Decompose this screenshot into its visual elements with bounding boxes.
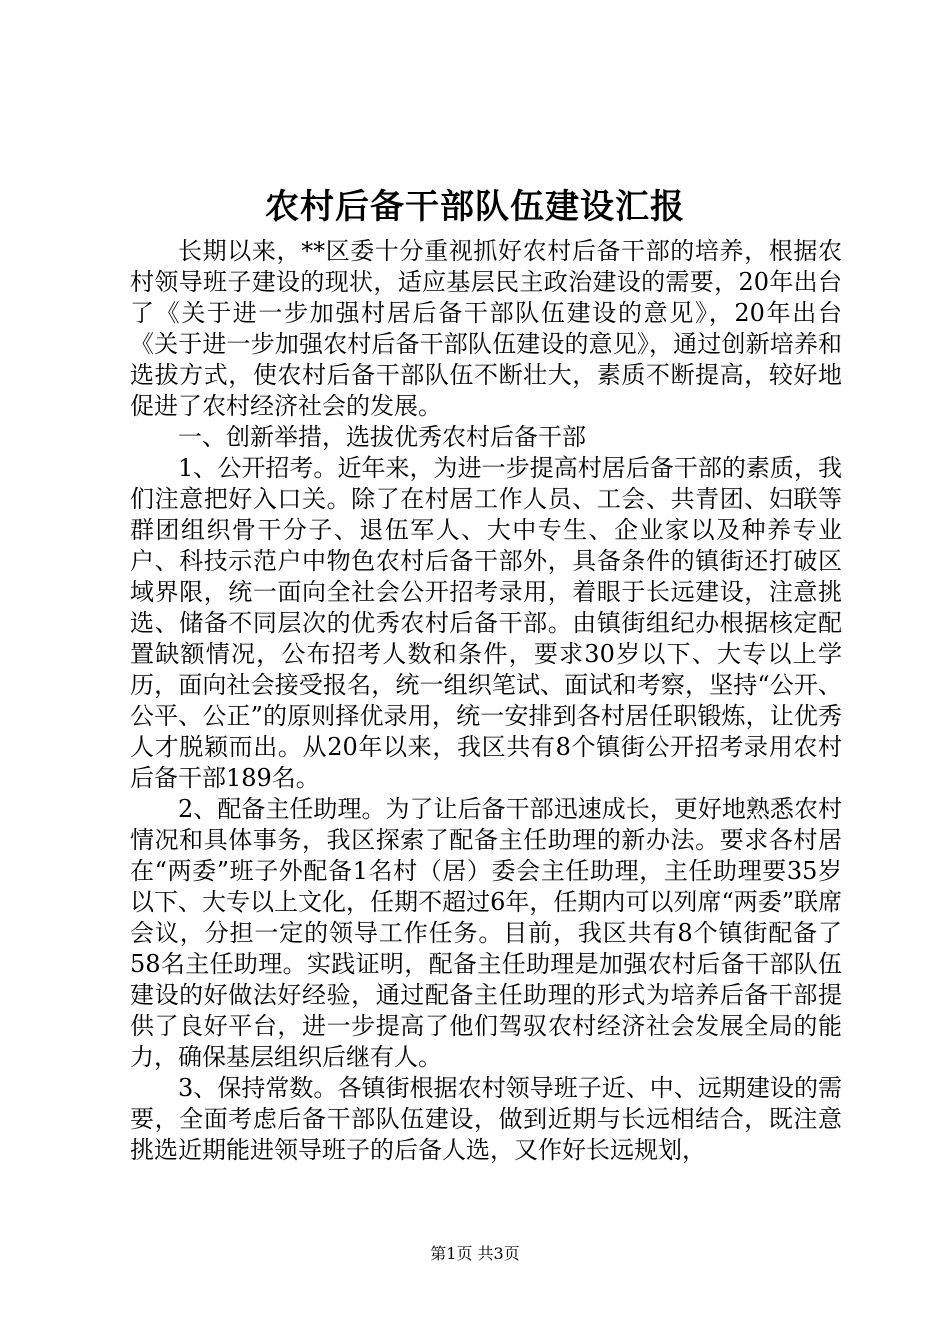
paragraph-keep-constant: 3、保持常数。各镇街根据农村领导班子近、中、远期建设的需要，全面考虑后备干部队伍建设，做到近期与长远相结合，既注意挑选近期能进领导班子的后备人选，又作好长远规划， xyxy=(130,1074,842,1164)
paragraph-intro: 长期以来，**区委十分重视抓好农村后备干部的培养，根据农村领导班子建设的现状，适应基层民主政治建设的需要，20年出台了《关于进一步加强村居后备干部队伍建设的意见》，20年出台《关于进一步加强农村后备干部队伍建设的意见》，通过创新培养和选拔方式，使农村后备干部队伍不断壮大，素质不断提高，较好地促进了农村经济社会的发展。 xyxy=(130,237,842,420)
paragraph-director-assistant: 2、配备主任助理。为了让后备干部迅速成长，更好地熟悉农村情况和具体事务，我区探索了配备主任助理的新办法。要求各村居在“两委”班子外配备1名村（居）委会主任助理，主任助理要35岁以下、大专以上文化，任期不超过6年，任期内可以列席“两委”联席会议，分担一定的领导工作任务。目前，我区共有8个镇街配备了58名主任助理。实践证明，配备主任助理是加强农村后备干部队伍建设的好做法好经验，通过配备主任助理的形式为培养后备干部提供了良好平台，进一步提高了他们驾驭农村经济社会发展全局的能力，确保基层组织后继有人。 xyxy=(130,795,842,1071)
paragraph-open-recruitment: 1、公开招考。近年来，为进一步提高村居后备干部的素质，我们注意把好入口关。除了在村居工作人员、工会、共青团、妇联等群团组织骨干分子、退伍军人、大中专生、企业家以及种养专业户、科技示范户中物色农村后备干部外，具备条件的镇街还打破区域界限，统一面向全社会公开招考录用，着眼于长远建设，注意挑选、储备不同层次的优秀农村后备干部。由镇街组纪办根据核定配置缺额情况，公布招考人数和条件，要求30岁以下、大专以上学历，面向社会接受报名，统一组织笔试、面试和考察，坚持“公开、公平、公正”的原则择优录用，统一安排到各村居任职锻炼，让优秀人才脱颖而出。从20年以来，我区共有8个镇街公开招考录用农村后备干部189名。 xyxy=(130,454,842,792)
page-footer: 第1页 共3页 xyxy=(430,1244,520,1263)
document-body xyxy=(130,236,842,1166)
section-heading-1: 一、创新举措，选拔优秀农村后备干部 xyxy=(178,423,586,451)
document-title: 农村后备干部队伍建设汇报 xyxy=(265,187,685,227)
